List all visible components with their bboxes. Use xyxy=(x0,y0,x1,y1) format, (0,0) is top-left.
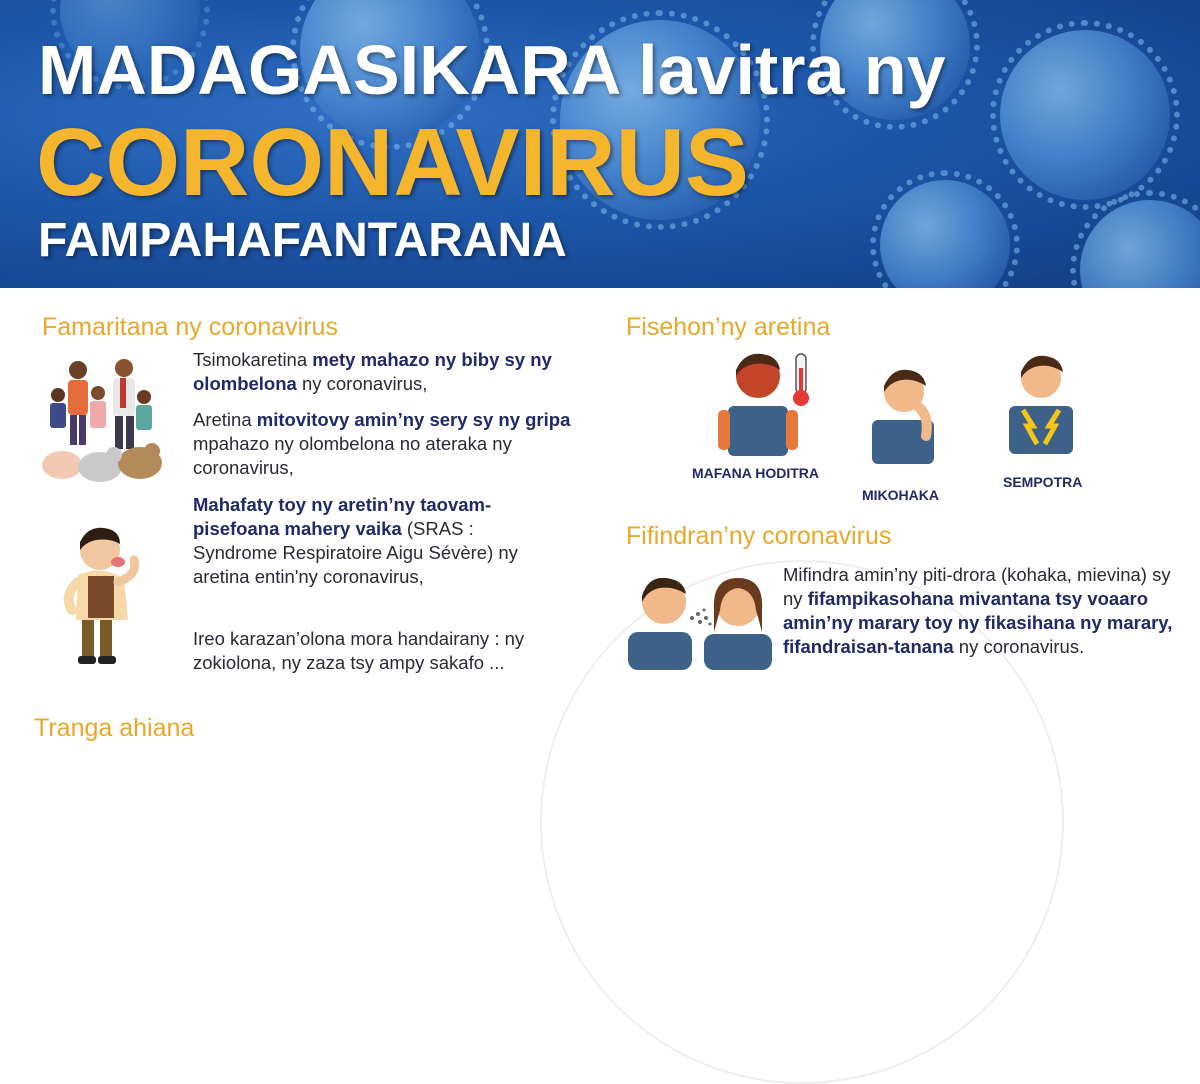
symptoms-heading: Fisehon’ny aretina xyxy=(626,313,831,341)
banner-title-line2: CORONAVIRUS xyxy=(36,109,749,216)
banner-title-line3: FAMPAHAFANTARANA xyxy=(38,214,567,267)
virus-illustration xyxy=(880,180,1010,288)
definition-paragraph-1: Tsimokaretina mety mahazo ny biby sy ny olombelona ny coronavirus, xyxy=(193,349,552,394)
family-with-animals-icon xyxy=(40,355,170,495)
fever-person-icon xyxy=(718,348,818,458)
definition-paragraph-2: Aretina mitovitovy amin’ny sery sy ny gripa mpahazo ny olombelona no ateraka ny coronavirus, xyxy=(193,409,571,478)
transmission-paragraph: Mifindra amin’ny piti-drora (kohaka, mievina) sy ny fifampikasohana mivantana tsy voaaro amin’ny marary toy ny fikasihana ny marary, fifandraisan-tanana ny coronavirus. xyxy=(783,564,1173,657)
virus-illustration xyxy=(1080,200,1200,288)
header-banner xyxy=(0,0,1200,288)
coughing-person-icon xyxy=(868,366,948,466)
definition-paragraph-4: Ireo karazan’olona mora handairany : ny zokiolona, ny zaza tsy ampy sakafo ... xyxy=(193,628,525,673)
banner-title-line1: MADAGASIKARA lavitra ny xyxy=(38,31,946,109)
definition-heading: Famaritana ny coronavirus xyxy=(42,313,338,341)
symptom-label-fever: MAFANA HODITRA xyxy=(692,465,820,481)
coughing-man-icon xyxy=(48,520,158,670)
virus-illustration xyxy=(1000,30,1170,200)
transmission-icon xyxy=(626,570,776,670)
breathless-person-icon xyxy=(1003,350,1083,460)
symptom-label-breathless: SEMPOTRA xyxy=(1003,474,1083,490)
transmission-heading: Fifindran’ny coronavirus xyxy=(626,522,892,550)
risk-heading: Tranga ahiana xyxy=(34,714,195,742)
definition-paragraph-3: Mahafaty toy ny aretin’ny taovam-pisefoana mahery vaika (SRAS : Syndrome Respiratoire Aigu Sévère) ny aretina entin'ny coronavirus, xyxy=(193,494,518,587)
symptom-label-cough: MIKOHAKA xyxy=(862,487,939,503)
